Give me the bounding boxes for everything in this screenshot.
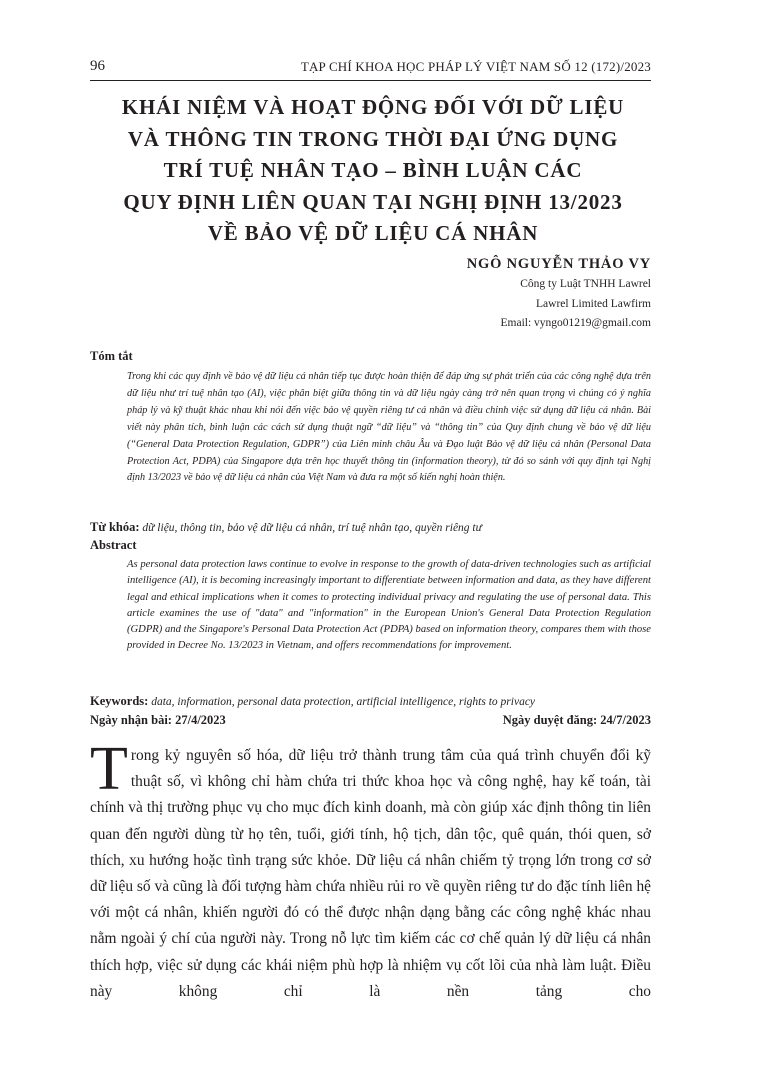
en-keywords: [90, 694, 651, 709]
en-keywords-value: data, information, personal data protection, artificial intelligence, rights to privacy: [151, 696, 536, 708]
title-line: TRÍ TUỆ NHÂN TẠO – BÌNH LUẬN CÁC: [163, 158, 583, 182]
author-block: [467, 253, 651, 334]
en-keywords-label: Keywords:: [90, 694, 149, 708]
author-name: NGÔ NGUYỄN THẢO VY: [466, 256, 651, 272]
article-dates: [90, 713, 651, 731]
journal-name: TẠP CHÍ KHOA HỌC PHÁP LÝ VIỆT NAM SỐ 12 (172)/2023: [300, 59, 651, 74]
received-date: Ngày nhận bài: 27/4/2023: [90, 713, 226, 727]
vi-keywords: [90, 520, 651, 535]
vi-keywords-value: dữ liệu, thông tin, bảo vệ dữ liệu cá nhân, trí tuệ nhân tạo, quyền riêng tư: [142, 522, 482, 534]
vi-abstract-heading: Tóm tắt: [90, 349, 133, 363]
vi-keywords-label: Từ khóa:: [90, 520, 140, 534]
drop-cap: T: [90, 735, 128, 803]
title-line: KHÁI NIỆM VÀ HOẠT ĐỘNG ĐỐI VỚI DỮ LIỆU: [121, 95, 625, 119]
en-abstract-heading: Abstract: [90, 538, 137, 552]
en-abstract-text: As personal data protection laws continue to evolve in response to the growth of data-driven technologies such as artificial intelligence (AI), it is becoming increasingly important to differentiate between information and data, as they have different legal and ethical implications when it comes to protecting individual privacy and regulating the use of personal data. This article examines the use of "data" and "information" in the European Union's General Data Protection Regulation (GDPR) and the Singapore's Personal Data Protection Act (PDPA) based on information theory, compares them with those provided in Decree No. 13/2023 in Vietnam, and offers recommendations for improvement.: [127, 559, 651, 652]
author-email: Email: vyngo01219@gmail.com: [500, 317, 651, 329]
title-line: VỀ BẢO VỆ DỮ LIỆU CÁ NHÂN: [207, 221, 539, 245]
accepted-date: Ngày duyệt đăng: 24/7/2023: [502, 713, 651, 727]
title-line: QUY ĐỊNH LIÊN QUAN TẠI NGHỊ ĐỊNH 13/2023: [123, 189, 623, 214]
page-number: 96: [90, 58, 105, 74]
author-affiliation-en: Lawrel Limited Lawfirm: [536, 297, 651, 310]
running-header: [90, 58, 651, 81]
body-paragraph: [90, 735, 651, 1005]
vi-abstract-text: Trong khi các quy định về bảo vệ dữ liệu cá nhân tiếp tục được hoàn thiện để đáp ứng sự phát triển của các công nghệ dựa trên dữ liệu như trí tuệ nhân tạo (AI), việc phân biệt giữa thông tin và dữ liệu ngày càng trở nên quan trọng vì chúng có ý nghĩa pháp lý và kỹ thuật khác nhau khi nói đến việc bảo vệ quyền riêng tư cá nhân và điều chỉnh việc sử dụng dữ liệu cá nhân. Bài viết này phân tích, bình luận các cách sử dụng thuật ngữ “dữ liệu” và “thông tin” của Quy định chung về bảo vệ dữ liệu (“General Data Protection Regulation, GDPR”) của Liên minh châu Âu và Đạo luật Bảo vệ dữ liệu cá nhân (Personal Data Protection Act, PDPA) của Singapore dựa trên học thuyết thông tin (information theory), từ đó so sánh với quy định tại Nghị định 13/2023 về bảo vệ dữ liệu cá nhân của Việt Nam và đưa ra một số kiến nghị hoàn thiện.: [127, 371, 651, 484]
author-affiliation-vi: Công ty Luật TNHH Lawrel: [520, 278, 651, 290]
article-title: [85, 92, 661, 250]
body-paragraph-text: rong kỷ nguyên số hóa, dữ liệu trở thành trung tâm của quá trình chuyển đổi kỹ thuật số, vì không chỉ hàm chứa tri thức khoa học và công nghệ, hay kế toán, tài chính và thị trường phục vụ cho mục đích kinh doanh, mà còn giúp xác định thông tin liên quan đến người dùng từ họ tên, tuổi, giới tính, hộ tịch, dân tộc, quê quán, thói quen, sở thích, xu hướng hoặc tình trạng sức khỏe. Dữ liệu cá nhân chiếm tỷ trọng lớn trong cơ sở dữ liệu số và cũng là đối tượng hàm chứa nhiều rủi ro về quyền riêng tư do đặc tính liên hệ với một cá nhân, khiến người đó có thể được nhận dạng bằng các công nghệ khác nhau nằm ngoài ý chí của người này. Trong nỗ lực tìm kiếm các cơ chế quản lý dữ liệu cá nhân thích hợp, việc sử dụng các khái niệm phù hợp là nhiệm vụ cốt lõi của nhà làm luật. Điều này không chỉ là nền tảng cho: [90, 747, 651, 1000]
title-line: VÀ THÔNG TIN TRONG THỜI ĐẠI ỨNG DỤNG: [127, 126, 619, 151]
